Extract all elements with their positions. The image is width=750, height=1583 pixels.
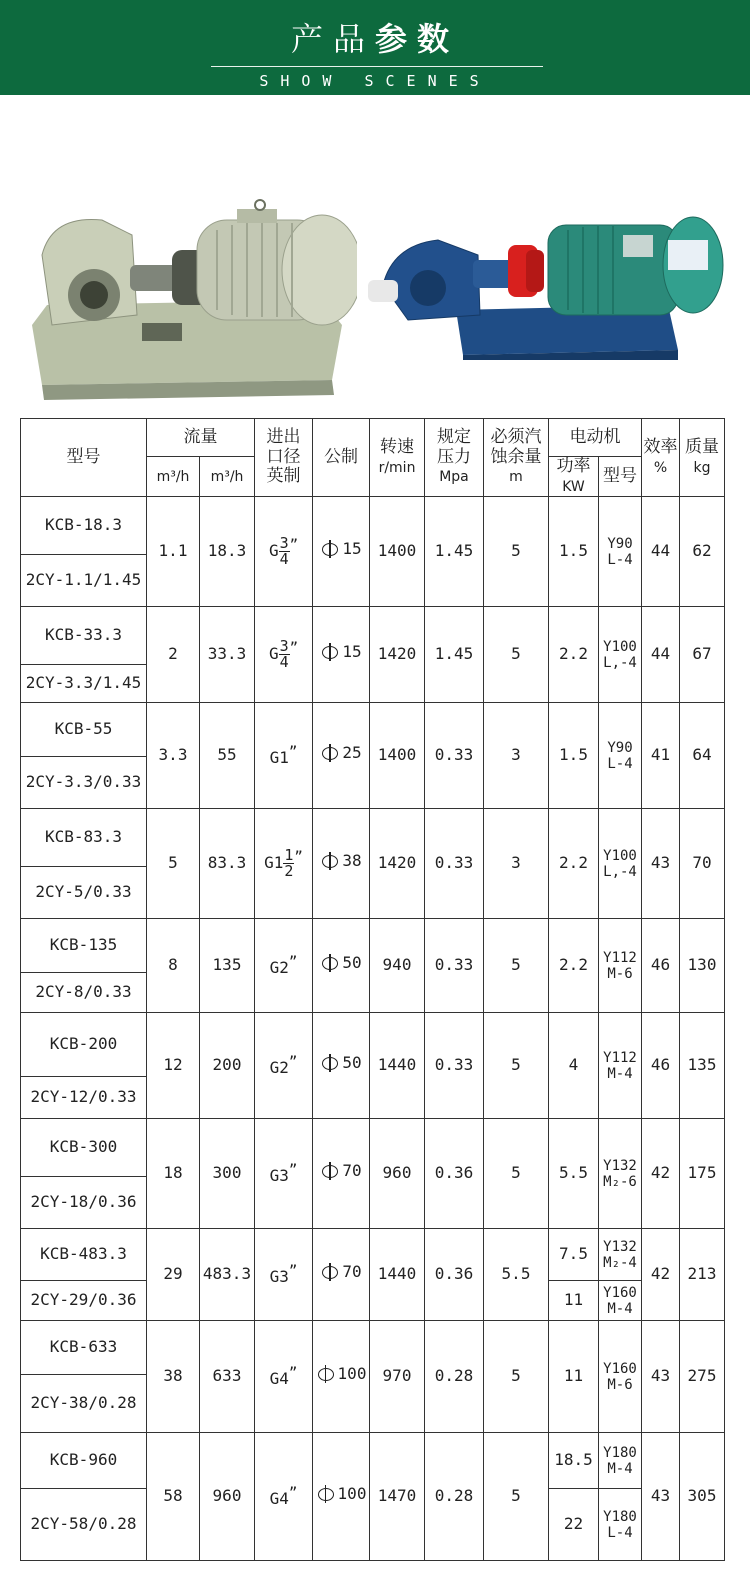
port-size bbox=[255, 1433, 313, 1561]
mass: 70 bbox=[680, 809, 725, 919]
model-kcb: KCB-18.3 bbox=[21, 497, 147, 555]
pressure: 0.28 bbox=[425, 1321, 484, 1433]
spec-table bbox=[20, 418, 725, 1561]
diameter-symbol-icon bbox=[316, 1485, 336, 1503]
col-pressure: 规定压力 Mpa bbox=[425, 419, 484, 497]
flow-2: 960 bbox=[200, 1433, 255, 1561]
motor-power: 2.2 bbox=[549, 607, 599, 703]
port-size-value: G4” bbox=[269, 1365, 298, 1388]
pressure: 0.33 bbox=[425, 1013, 484, 1119]
diameter-symbol-icon bbox=[320, 852, 340, 870]
table-row bbox=[21, 1321, 725, 1375]
table-row bbox=[21, 1433, 725, 1489]
col-flow-unit-1: m³/h bbox=[147, 457, 200, 497]
port-size bbox=[255, 703, 313, 809]
diameter-symbol-icon bbox=[320, 744, 340, 762]
col-power: 功率 KW bbox=[549, 457, 599, 497]
title-divider bbox=[211, 66, 543, 67]
motor-model: Y112 M-4 bbox=[599, 1013, 642, 1119]
mass: 305 bbox=[680, 1433, 725, 1561]
flow-2: 18.3 bbox=[200, 497, 255, 607]
efficiency: 44 bbox=[642, 607, 680, 703]
port-size bbox=[255, 1119, 313, 1229]
mass: 213 bbox=[680, 1229, 725, 1321]
nominal-diameter: 100 bbox=[313, 1321, 370, 1433]
model-2cy: 2CY-5/0.33 bbox=[21, 867, 147, 919]
pressure: 0.36 bbox=[425, 1119, 484, 1229]
flow-2: 483.3 bbox=[200, 1229, 255, 1321]
header-banner bbox=[0, 0, 750, 95]
table-row bbox=[21, 607, 725, 665]
diameter-symbol-icon bbox=[320, 540, 340, 558]
efficiency: 42 bbox=[642, 1229, 680, 1321]
col-port: 进出口径英制 bbox=[255, 419, 313, 497]
diameter-symbol-icon bbox=[320, 954, 340, 972]
efficiency: 42 bbox=[642, 1119, 680, 1229]
motor-power: 1.5 bbox=[549, 703, 599, 809]
speed: 1470 bbox=[370, 1433, 425, 1561]
motor-power: 4 bbox=[549, 1013, 599, 1119]
model-kcb: KCB-200 bbox=[21, 1013, 147, 1077]
col-nominal: 公制 bbox=[313, 419, 370, 497]
model-kcb: KCB-483.3 bbox=[21, 1229, 147, 1281]
col-mass: 质量 kg bbox=[680, 419, 725, 497]
model-2cy: 2CY-29/0.36 bbox=[21, 1281, 147, 1321]
flow-1: 38 bbox=[147, 1321, 200, 1433]
efficiency: 46 bbox=[642, 1013, 680, 1119]
gear-pump-left-image bbox=[22, 195, 357, 405]
table-row bbox=[21, 1229, 725, 1281]
col-flow: 流量 bbox=[147, 419, 255, 457]
port-size-value: G $\frac{3}{4}$ ” bbox=[268, 534, 299, 569]
diameter-symbol-icon bbox=[320, 1162, 340, 1180]
model-2cy: 2CY-1.1/1.45 bbox=[21, 555, 147, 607]
motor-power: 11 bbox=[549, 1281, 599, 1321]
mass: 130 bbox=[680, 919, 725, 1013]
table-row bbox=[21, 809, 725, 867]
flow-2: 83.3 bbox=[200, 809, 255, 919]
flow-2: 33.3 bbox=[200, 607, 255, 703]
header-row-1 bbox=[21, 419, 725, 457]
flow-1: 58 bbox=[147, 1433, 200, 1561]
efficiency: 43 bbox=[642, 1321, 680, 1433]
speed: 1420 bbox=[370, 607, 425, 703]
diameter-symbol-icon bbox=[316, 1365, 336, 1383]
pressure: 0.28 bbox=[425, 1433, 484, 1561]
nominal-diameter: 15 bbox=[313, 607, 370, 703]
model-kcb: KCB-55 bbox=[21, 703, 147, 757]
table-row bbox=[21, 703, 725, 757]
nominal-diameter: 70 bbox=[313, 1229, 370, 1321]
motor-power: 18.5 bbox=[549, 1433, 599, 1489]
flow-1: 29 bbox=[147, 1229, 200, 1321]
motor-power: 2.2 bbox=[549, 919, 599, 1013]
model-kcb: KCB-33.3 bbox=[21, 607, 147, 665]
motor-model: Y160 M-4 bbox=[599, 1281, 642, 1321]
motor-power: 1.5 bbox=[549, 497, 599, 607]
pressure: 1.45 bbox=[425, 497, 484, 607]
table-row bbox=[21, 919, 725, 973]
motor-model: Y100 L,-4 bbox=[599, 607, 642, 703]
port-size-value: G $\frac{3}{4}$ ” bbox=[268, 637, 299, 672]
motor-power: 11 bbox=[549, 1321, 599, 1433]
diameter-symbol-icon bbox=[320, 1054, 340, 1072]
port-size bbox=[255, 1321, 313, 1433]
col-speed: 转速 r/min bbox=[370, 419, 425, 497]
model-kcb: KCB-300 bbox=[21, 1119, 147, 1177]
flow-1: 3.3 bbox=[147, 703, 200, 809]
mass: 67 bbox=[680, 607, 725, 703]
model-2cy: 2CY-58/0.28 bbox=[21, 1489, 147, 1561]
flow-1: 5 bbox=[147, 809, 200, 919]
flow-1: 8 bbox=[147, 919, 200, 1013]
npsh: 5 bbox=[484, 1433, 549, 1561]
flow-1: 12 bbox=[147, 1013, 200, 1119]
flow-1: 18 bbox=[147, 1119, 200, 1229]
motor-model: Y180 M-4 bbox=[599, 1433, 642, 1489]
mass: 275 bbox=[680, 1321, 725, 1433]
flow-2: 633 bbox=[200, 1321, 255, 1433]
table-row bbox=[21, 1119, 725, 1177]
port-size-value: G3” bbox=[269, 1162, 298, 1185]
flow-1: 2 bbox=[147, 607, 200, 703]
npsh: 5 bbox=[484, 1119, 549, 1229]
nominal-diameter: 25 bbox=[313, 703, 370, 809]
pressure: 0.33 bbox=[425, 703, 484, 809]
nominal-diameter: 100 bbox=[313, 1433, 370, 1561]
npsh: 3 bbox=[484, 703, 549, 809]
flow-2: 300 bbox=[200, 1119, 255, 1229]
nominal-diameter: 38 bbox=[313, 809, 370, 919]
port-size-value: G3” bbox=[269, 1263, 298, 1286]
pressure: 1.45 bbox=[425, 607, 484, 703]
npsh: 5.5 bbox=[484, 1229, 549, 1321]
speed: 960 bbox=[370, 1119, 425, 1229]
diameter-symbol-icon bbox=[320, 1263, 340, 1281]
mass: 175 bbox=[680, 1119, 725, 1229]
npsh: 5 bbox=[484, 607, 549, 703]
speed: 970 bbox=[370, 1321, 425, 1433]
motor-power: 5.5 bbox=[549, 1119, 599, 1229]
table-row bbox=[21, 497, 725, 555]
port-size bbox=[255, 809, 313, 919]
efficiency: 41 bbox=[642, 703, 680, 809]
col-flow-unit-2: m³/h bbox=[200, 457, 255, 497]
motor-power: 7.5 bbox=[549, 1229, 599, 1281]
pressure: 0.33 bbox=[425, 809, 484, 919]
model-2cy: 2CY-18/0.36 bbox=[21, 1177, 147, 1229]
flow-2: 135 bbox=[200, 919, 255, 1013]
npsh: 5 bbox=[484, 1013, 549, 1119]
npsh: 5 bbox=[484, 497, 549, 607]
efficiency: 43 bbox=[642, 1433, 680, 1561]
motor-model: Y100 L,-4 bbox=[599, 809, 642, 919]
motor-model: Y90 L-4 bbox=[599, 703, 642, 809]
port-size-value: G2” bbox=[269, 954, 298, 977]
table-row bbox=[21, 1013, 725, 1077]
nominal-diameter: 70 bbox=[313, 1119, 370, 1229]
flow-2: 55 bbox=[200, 703, 255, 809]
efficiency: 43 bbox=[642, 809, 680, 919]
port-size bbox=[255, 607, 313, 703]
port-size-value: G2” bbox=[269, 1054, 298, 1077]
model-kcb: KCB-960 bbox=[21, 1433, 147, 1489]
col-motor-model: 型号 bbox=[599, 457, 642, 497]
npsh: 5 bbox=[484, 1321, 549, 1433]
motor-model: Y112 M-6 bbox=[599, 919, 642, 1013]
efficiency: 44 bbox=[642, 497, 680, 607]
speed: 1400 bbox=[370, 497, 425, 607]
col-motor: 电动机 bbox=[549, 419, 642, 457]
port-size bbox=[255, 1229, 313, 1321]
speed: 1440 bbox=[370, 1229, 425, 1321]
npsh: 3 bbox=[484, 809, 549, 919]
mass: 62 bbox=[680, 497, 725, 607]
col-model: 型号 bbox=[21, 419, 147, 497]
gear-pump-right-image bbox=[368, 210, 733, 360]
diameter-symbol-icon bbox=[320, 643, 340, 661]
mass: 135 bbox=[680, 1013, 725, 1119]
port-size bbox=[255, 919, 313, 1013]
page-title: 产品参数 bbox=[290, 20, 460, 58]
efficiency: 46 bbox=[642, 919, 680, 1013]
motor-power: 22 bbox=[549, 1489, 599, 1561]
model-2cy: 2CY-38/0.28 bbox=[21, 1375, 147, 1433]
motor-model: Y132 M₂-6 bbox=[599, 1119, 642, 1229]
port-size-value: G1” bbox=[269, 744, 298, 767]
nominal-diameter: 50 bbox=[313, 1013, 370, 1119]
model-kcb: KCB-83.3 bbox=[21, 809, 147, 867]
nominal-diameter: 50 bbox=[313, 919, 370, 1013]
mass: 64 bbox=[680, 703, 725, 809]
port-size bbox=[255, 497, 313, 607]
speed: 1440 bbox=[370, 1013, 425, 1119]
motor-model: Y132 M₂-4 bbox=[599, 1229, 642, 1281]
motor-power: 2.2 bbox=[549, 809, 599, 919]
npsh: 5 bbox=[484, 919, 549, 1013]
port-size-value: G4” bbox=[269, 1485, 298, 1508]
flow-1: 1.1 bbox=[147, 497, 200, 607]
col-npsh: 必须汽蚀余量 m bbox=[484, 419, 549, 497]
pressure: 0.36 bbox=[425, 1229, 484, 1321]
model-2cy: 2CY-3.3/1.45 bbox=[21, 665, 147, 703]
port-size bbox=[255, 1013, 313, 1119]
speed: 940 bbox=[370, 919, 425, 1013]
nominal-diameter: 15 bbox=[313, 497, 370, 607]
model-2cy: 2CY-12/0.33 bbox=[21, 1077, 147, 1119]
model-kcb: KCB-633 bbox=[21, 1321, 147, 1375]
page-subtitle: SHOW SCENES bbox=[259, 72, 491, 90]
pressure: 0.33 bbox=[425, 919, 484, 1013]
model-kcb: KCB-135 bbox=[21, 919, 147, 973]
col-efficiency: 效率 % bbox=[642, 419, 680, 497]
motor-model: Y90 L-4 bbox=[599, 497, 642, 607]
speed: 1420 bbox=[370, 809, 425, 919]
motor-model: Y180 L-4 bbox=[599, 1489, 642, 1561]
model-2cy: 2CY-8/0.33 bbox=[21, 973, 147, 1013]
port-size-value: G1 $\frac{1}{2}$ ” bbox=[264, 846, 303, 881]
speed: 1400 bbox=[370, 703, 425, 809]
flow-2: 200 bbox=[200, 1013, 255, 1119]
model-2cy: 2CY-3.3/0.33 bbox=[21, 757, 147, 809]
motor-model: Y160 M-6 bbox=[599, 1321, 642, 1433]
